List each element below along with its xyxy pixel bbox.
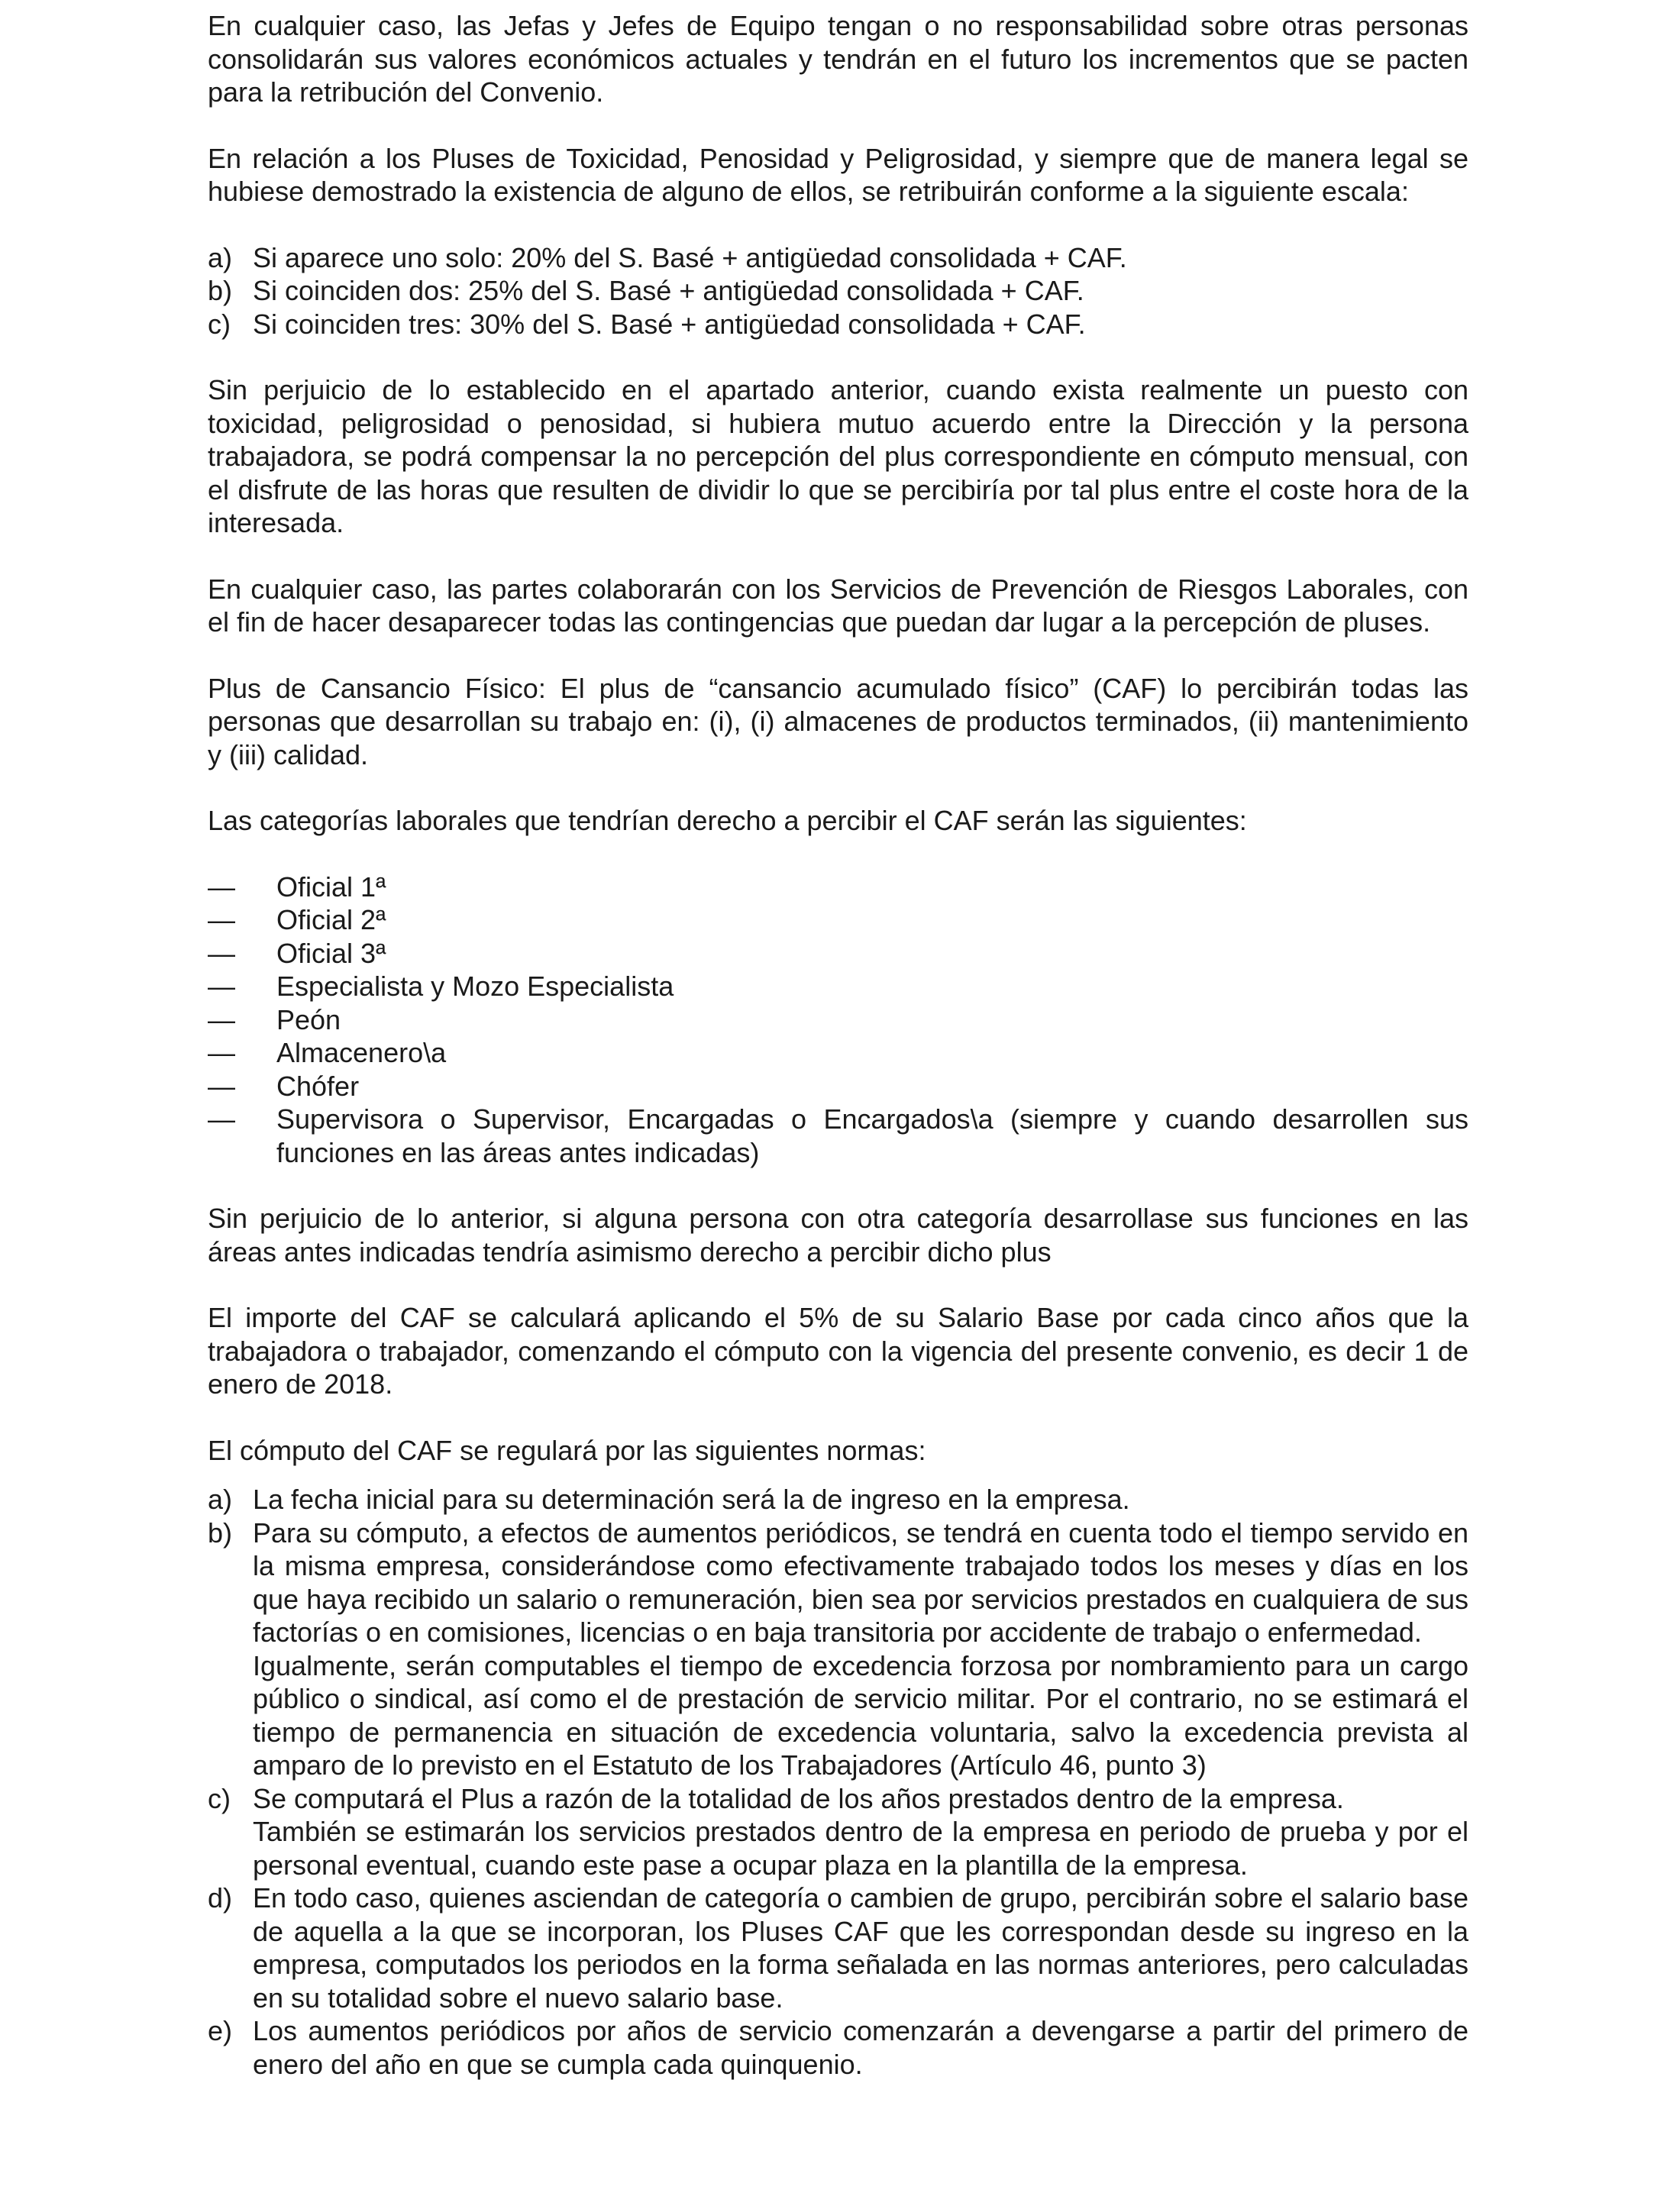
paragraph-prevencion-riesgos: En cualquier caso, las partes colaborarán con los Servicios de Prevención de Riesgos Laborales, con el fin de hacer desaparecer todas las contingencias que puedan dar lugar a la percepción de pluses. [208, 573, 1468, 638]
paragraph-computo-intro: El cómputo del CAF se regulará por las siguientes normas: [208, 1434, 926, 1466]
list-item-body [253, 1516, 1468, 1782]
list-item [208, 1516, 1468, 1782]
list-marker: c) [208, 1782, 231, 1814]
list-item [208, 870, 1468, 904]
paragraph-categorias-intro: Las categorías laborales que tendrían derecho a percibir el CAF serán las siguientes: [208, 805, 1247, 836]
list-item-continuation: Igualmente, serán computables el tiempo de excedencia forzosa por nombramiento para un cargo público o sindical, así como el de prestación de servicio militar. Por el contrario, no se estimará el tiempo de permanencia en situación de excedencia voluntaria, salvo la excedencia prevista al amparo de lo previsto en el Estatuto de los Trabajadores (Artículo 46, punto 3) [253, 1649, 1468, 1781]
list-marker: b) [208, 1516, 233, 1549]
list-item [208, 274, 1468, 308]
list-item [208, 903, 1468, 937]
list-marker: a) [208, 241, 233, 273]
list-item [208, 970, 1468, 1003]
list-item-text: Oficial 2ª [276, 904, 386, 935]
list-item [208, 308, 1468, 341]
paragraph-jefes-equipo: En cualquier caso, las Jefas y Jefes de Equipo tengan o no responsabilidad sobre otras personas consolidarán sus valores económicos actuales y tendrán en el futuro los incrementos que se pacten para la retribución del Convenio. [208, 10, 1468, 108]
list-marker: a) [208, 1484, 233, 1515]
list-item-text: Supervisora o Supervisor, Encargadas o Encargados\a (siempre y cuando desarrollen sus funciones en las áreas antes indicadas) [276, 1103, 1468, 1168]
paragraph-pluses-toxicidad: En relación a los Pluses de Toxicidad, Penosidad y Peligrosidad, y siempre que de manera legal se hubiese demostrado la existencia de alguno de ellos, se retribuirán conforme a la siguiente escala: [208, 142, 1468, 207]
dash-marker: — [208, 971, 235, 1002]
list-marker: e) [208, 2015, 233, 2046]
dash-marker: — [208, 1070, 235, 1102]
paragraph-compensacion: Sin perjuicio de lo establecido en el apartado anterior, cuando exista realmente un puesto con toxicidad, peligrosidad o penosidad, si hubiera mutuo acuerdo entre la Dirección y la persona trabajadora, se podrá compensar la no percepción del plus correspondiente en cómputo mensual, con el disfrute de las horas que resulten de dividir lo que se percibiría por tal plus entre el coste hora de la interesada. [208, 374, 1468, 538]
dash-marker: — [208, 1103, 235, 1135]
list-item-body [253, 1782, 1468, 1882]
paragraph-importe-caf: El importe del CAF se calculará aplicando el 5% de su Salario Base por cada cinco años que la trabajadora o trabajador, comenzando el cómputo con la vigencia del presente convenio, es decir 1 de enero de 2018. [208, 1302, 1468, 1400]
list-item [208, 241, 1468, 275]
list-item-text: Oficial 3ª [276, 937, 386, 969]
list-item-text: En todo caso, quienes asciendan de categoría o cambien de grupo, percibirán sobre el salario base de aquella a la que se incorporan, los Pluses CAF que les correspondan desde su ingreso en la empresa, computados los periodos en la forma señalada en las normas anteriores, pero calculadas en su totalidad sobre el nuevo salario base. [253, 1882, 1468, 2014]
list-item-text: Chófer [276, 1070, 360, 1102]
list-item-text: Almacenero\a [276, 1037, 447, 1068]
list-marker: b) [208, 275, 233, 306]
dash-marker: — [208, 904, 235, 935]
list-item-text: Los aumentos periódicos por años de servicio comenzarán a devengarse a partir del primero de enero del año en que se cumpla cada quinquenio. [253, 2015, 1468, 2080]
list-item [208, 1881, 1468, 2014]
dash-marker: — [208, 870, 235, 903]
list-item [208, 1782, 1468, 1882]
scale-list [208, 241, 1468, 341]
list-item [208, 1070, 1468, 1103]
rules-list [208, 1483, 1468, 2081]
list-item-text: Peón [276, 1003, 341, 1035]
list-item-text: Se computará el Plus a razón de la totalidad de los años prestados dentro de la empresa. [253, 1782, 1344, 1814]
list-item-continuation: También se estimarán los servicios prestados dentro de la empresa en periodo de prueba y por el personal eventual, cuando este pase a ocupar plaza en la plantilla de la empresa. [253, 1816, 1468, 1881]
list-item [208, 1003, 1468, 1037]
document-page [208, 9, 1468, 2114]
list-marker: d) [208, 1882, 233, 1914]
list-item-text: Oficial 1ª [276, 870, 386, 903]
list-item [208, 937, 1468, 971]
list-item-text: Si coinciden dos: 25% del S. Basé + antigüedad consolidada + CAF. [253, 275, 1084, 306]
dash-marker: — [208, 1037, 235, 1068]
list-item [208, 1483, 1468, 1516]
paragraph-plus-cansancio: Plus de Cansancio Físico: El plus de “cansancio acumulado físico” (CAF) lo percibirán todas las personas que desarrollan su trabajo en: (i), (i) almacenes de productos terminados, (ii) mantenimiento y (iii) calidad. [208, 672, 1468, 770]
categories-list [208, 870, 1468, 1170]
dash-marker: — [208, 937, 235, 969]
list-marker: c) [208, 308, 231, 340]
dash-marker: — [208, 1003, 235, 1035]
list-item [208, 1036, 1468, 1070]
list-item-text: La fecha inicial para su determinación será la de ingreso en la empresa. [253, 1484, 1130, 1515]
list-item [208, 1103, 1468, 1169]
list-item-text: Especialista y Mozo Especialista [276, 971, 674, 1002]
list-item [208, 2014, 1468, 2081]
list-item-text: Si coinciden tres: 30% del S. Basé + antigüedad consolidada + CAF. [253, 308, 1086, 340]
list-item-text: Para su cómputo, a efectos de aumentos periódicos, se tendrá en cuenta todo el tiempo servido en la misma empresa, considerándose como efectivamente trabajado todos los meses y días en los que haya recibido un salario o remuneración, bien sea por servicios prestados en cualquiera de sus factorías o en comisiones, licencias o en baja transitoria por accidente de trabajo o enfermedad. [253, 1516, 1468, 1648]
paragraph-otra-categoria: Sin perjuicio de lo anterior, si alguna persona con otra categoría desarrollase sus funciones en las áreas antes indicadas tendría asimismo derecho a percibir dicho plus [208, 1203, 1468, 1268]
list-item-text: Si aparece uno solo: 20% del S. Basé + antigüedad consolidada + CAF. [253, 241, 1127, 273]
